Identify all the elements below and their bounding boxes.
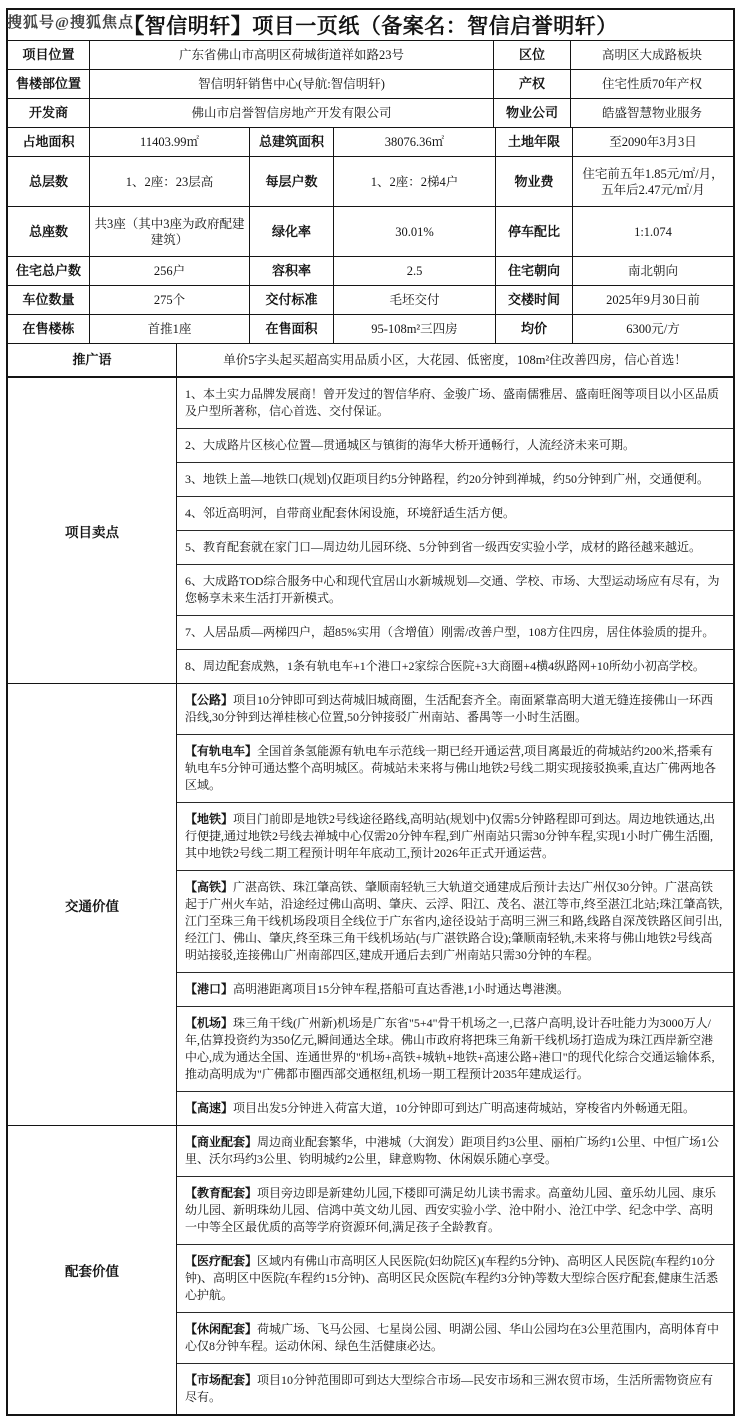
- field-label: 区位: [494, 41, 571, 69]
- item-tag: 【机场】: [185, 1016, 234, 1030]
- field-label: 物业公司: [494, 99, 571, 127]
- selling-point: 5、教育配套就在家门口—周边幼儿园环绕、5分钟到省一级西安实验小学，成材的路径越来越近。: [177, 531, 733, 565]
- field-value: 1、2座：23层高: [90, 157, 250, 206]
- section-label: 项目卖点: [8, 378, 177, 683]
- section-transport: [8, 684, 733, 1126]
- field-label: 在售面积: [250, 315, 334, 343]
- item-text: 项目旁边即是新建幼儿园,下楼即可满足幼儿读书需求。高童幼儿园、童乐幼儿园、康乐幼儿园、新明珠幼儿园、信鸿中英文幼儿园、西安实验小学、沧中附小、沧江中学、纪念中学、高明一中等全区最优质的高等学府资源环伺,满足孩子全龄教育。: [185, 1186, 717, 1234]
- section-amenities: [8, 1126, 733, 1414]
- section-body: [177, 1126, 733, 1414]
- selling-point: 8、周边配套成熟，1条有轨电车+1个港口+2家综合医院+3大商圈+4横4纵路网+10所幼小初高学校。: [185, 659, 705, 673]
- field-label: 售楼部位置: [8, 70, 90, 98]
- field-value: 南北朝向: [627, 264, 678, 278]
- field-label: 住宅总户数: [8, 257, 90, 285]
- item-text: 周边商业配套繁华，中港城（大润发）距项目约3公里、丽柏广场约1公里、中恒广场1公里、沃尔玛约3公里、钧明城约2公里，肆意购物、休闲娱乐随心享受。: [185, 1135, 720, 1166]
- item-tag: 【公路】: [185, 693, 234, 707]
- field-value: 皓盛智慧物业服务: [601, 106, 702, 120]
- amenity-item: [177, 1313, 733, 1364]
- amenity-item: [177, 1364, 733, 1414]
- field-label: 交付标准: [250, 286, 334, 314]
- field-label: 容积率: [250, 257, 334, 285]
- field-value: 至2090年3月3日: [609, 135, 697, 149]
- item-tag: 【港口】: [185, 982, 234, 996]
- field-label: 交楼时间: [496, 286, 573, 314]
- field-value: 共3座（其中3座为政府配建建筑）: [90, 207, 250, 256]
- section-label: 配套价值: [8, 1126, 177, 1414]
- amenity-item: [177, 1245, 733, 1313]
- field-value: 95-108m²三四房: [334, 315, 496, 343]
- selling-point: 2、大成路片区核心位置—贯通城区与镇街的海华大桥开通畅行，人流经济未来可期。: [177, 429, 733, 463]
- item-text: 珠三角干线(广州新)机场是广东省"5+4"骨干机场之一,已落户高明,设计吞吐能力为3000万人/年,估算投资约为350亿元,瞬间通达全球。佛山市政府将把珠三角新干线机场打造成为珠江西岸新空港中心,成为通达全国、连通世界的"机场+高铁+城轨+地铁+高速公路+港口"的现代化综合交通运输体系,推动高明成为"广佛都市圈西部交通枢纽,机场一期工程预计2035年建成运行。: [185, 1016, 715, 1081]
- selling-point: 1、本土实力品牌发展商！曾开发过的智信华府、金骏广场、盛南儒雅居、盛南旺阁等项目以小区品质及户型所著称，信心首选、交付保证。: [177, 378, 733, 429]
- item-tag: 【商业配套】: [185, 1135, 258, 1149]
- section-body: [177, 684, 733, 1125]
- field-label: 总层数: [8, 157, 90, 206]
- field-value: 2025年9月30日前: [606, 293, 700, 307]
- field-value: 38076.36㎡: [334, 128, 496, 156]
- field-value: 高明区大成路板块: [601, 48, 702, 62]
- table-row: [8, 257, 733, 286]
- field-label: 物业费: [496, 157, 573, 206]
- table-row: [8, 157, 733, 207]
- item-text: 全国首条氢能源有轨电车示范线一期已经开通运营,项目离最近的荷城站约200米,搭乘有轨电车5分钟可通达整个高明城区。荷城站未来将与佛山地铁2号线二期实现接驳换乘,直达广佛两地各区域。: [185, 744, 717, 792]
- field-value: 256户: [90, 257, 250, 285]
- field-label: 产权: [494, 70, 571, 98]
- field-value: 毛坯交付: [334, 286, 496, 314]
- slogan-row: [8, 344, 733, 378]
- field-value: 佛山市启誉智信房地产开发有限公司: [90, 99, 494, 127]
- table-row: [8, 286, 733, 315]
- field-label: 总座数: [8, 207, 90, 256]
- field-label: 总建筑面积: [250, 128, 334, 156]
- item-text: 项目门前即是地铁2号线途径路线,高明站(规划中)仅需5分钟路程即可到达。周边地铁通达,出行便捷,通过地铁2号线去禅城中心仅需20分钟车程,到广州南站只需30分钟车程,实现1小时广佛生活圈,其中地铁2号线二期工程预计明年年底动工,预计2026年正式开通运营。: [185, 812, 716, 860]
- item-tag: 【教育配套】: [185, 1186, 258, 1200]
- section-selling-points: [8, 378, 733, 684]
- field-label: 每层户数: [250, 157, 334, 206]
- section-label: 交通价值: [8, 684, 177, 1125]
- field-label: 占地面积: [8, 128, 90, 156]
- field-value: 广东省佛山市高明区荷城街道祥如路23号: [90, 41, 494, 69]
- selling-point: 7、人居品质—两梯四户，超85%实用（含增值）刚需/改善户型，108方住四房，居住体验质的提升。: [177, 616, 733, 650]
- transport-item: [177, 735, 733, 803]
- table-row: [8, 128, 733, 157]
- item-tag: 【医疗配套】: [185, 1254, 258, 1268]
- field-value: 智信明轩销售中心(导航:智信明轩): [90, 70, 494, 98]
- watermark: 搜狐号@搜狐焦点: [7, 15, 134, 31]
- item-tag: 【市场配套】: [185, 1373, 258, 1387]
- field-label: 车位数量: [8, 286, 90, 314]
- item-tag: 【有轨电车】: [185, 744, 258, 758]
- slogan-text: 单价5字头起买超高实用品质小区，大花园、低密度，108m²住改善四房，信心首选！: [223, 353, 687, 367]
- item-tag: 【地铁】: [185, 812, 234, 826]
- field-value: 30.01%: [334, 207, 496, 256]
- table-row: [8, 315, 733, 344]
- field-value: 1:1.074: [634, 224, 672, 239]
- item-text: 区域内有佛山市高明区人民医院(妇幼院区)(车程约5分钟)、高明区人民医院(车程约10分钟)、高明区中医院(车程约15分钟)、高明区民众医院(车程约3分钟)等数大型综合医疗配套,健康生活悉心护航。: [185, 1254, 718, 1302]
- amenity-item: [177, 1126, 733, 1177]
- item-text: 项目10分钟范围即可到达大型综合市场—民安市场和三洲农贸市场，生活所需物资应有尽有。: [185, 1373, 714, 1404]
- transport-item: [177, 871, 733, 973]
- field-label: 土地年限: [496, 128, 573, 156]
- table-row: [8, 207, 733, 257]
- field-value: 住宅前五年1.85元/㎡/月，五年后2.47元/㎡/月: [582, 166, 724, 197]
- item-tag: 【高速】: [185, 1101, 234, 1115]
- field-value: 275个: [90, 286, 250, 314]
- field-label: 开发商: [8, 99, 90, 127]
- field-value: 1、2座：2梯4户: [334, 157, 496, 206]
- field-value: 2.5: [334, 257, 496, 285]
- item-text: 项目出发5分钟进入荷富大道，10分钟即可到达广明高速荷城站，穿梭省内外畅通无阻。: [233, 1101, 696, 1115]
- item-text: 项目10分钟即可到达荷城旧城商圈，生活配套齐全。南面紧靠高明大道无缝连接佛山一环西沿线,30分钟到达禅桂核心位置,50分钟接驳广州南站、番禺等一小时生活圈。: [185, 693, 714, 724]
- page-title: 【智信明轩】项目一页纸（备案名：智信启誉明轩）: [8, 10, 733, 41]
- field-value: 6300元/方: [626, 322, 680, 336]
- item-text: 广湛高铁、珠江肇高铁、肇顺南轻轨三大轨道交通建成后预计去达广州仅30分钟。广湛高铁起于广州火车站，沿途经过佛山高明、肇庆、云浮、阳江、茂名、湛江等市,终至湛江北站;珠江肇高铁,江门至珠三角干线机场段项目全线位于广东省内,途径设站于高明三洲三和路,线路自深茂铁路区间引出,经江门、佛山、肇庆,终至珠三角干线机场站(与广湛铁路合设);肇顺南轻轨,未来将与佛山地铁2号线高明站接驳,连接佛山广州南部四区,建成开通后去到广州南站只需30分钟的车程。: [185, 880, 723, 962]
- field-label: 住宅朝向: [496, 257, 573, 285]
- item-text: 荷城广场、飞马公园、七星岗公园、明湖公园、华山公园均在3公里范围内，高明体育中心仅8分钟车程。运动休闲、绿色生活健康必达。: [185, 1322, 720, 1353]
- field-label: 均价: [496, 315, 573, 343]
- section-body: [177, 378, 733, 683]
- field-value: 住宅性质70年产权: [601, 77, 702, 91]
- item-tag: 【休闲配套】: [185, 1322, 258, 1336]
- table-row: [8, 99, 733, 128]
- selling-point: 3、地铁上盖—地铁口(规划)仅距项目约5分钟路程，约20分钟到禅城，约50分钟到广州，交通便利。: [177, 463, 733, 497]
- selling-point: 6、大成路TOD综合服务中心和现代宜居山水新城规划—交通、学校、市场、大型运动场应有尽有，为您畅享未来生活打开新模式。: [177, 565, 733, 616]
- item-text: 高明港距离项目15分钟车程,搭船可直达香港,1小时通达粤港澳。: [233, 982, 570, 996]
- field-label: 项目位置: [8, 41, 90, 69]
- table-row: [8, 70, 733, 99]
- project-table: [6, 8, 735, 1416]
- table-row: [8, 41, 733, 70]
- selling-point: 4、邻近高明河，自带商业配套休闲设施，环境舒适生活方便。: [177, 497, 733, 531]
- transport-item: [177, 684, 733, 735]
- transport-item: [177, 973, 733, 1007]
- transport-item: [177, 1007, 733, 1092]
- field-label: 停车配比: [496, 207, 573, 256]
- field-value: 首推1座: [90, 315, 250, 343]
- transport-item: [177, 803, 733, 871]
- item-tag: 【高铁】: [185, 880, 234, 894]
- field-value: 11403.99㎡: [90, 128, 250, 156]
- field-label: 绿化率: [250, 207, 334, 256]
- transport-item: [177, 1092, 733, 1125]
- amenity-item: [177, 1177, 733, 1245]
- field-label: 推广语: [8, 344, 177, 376]
- field-label: 在售楼栋: [8, 315, 90, 343]
